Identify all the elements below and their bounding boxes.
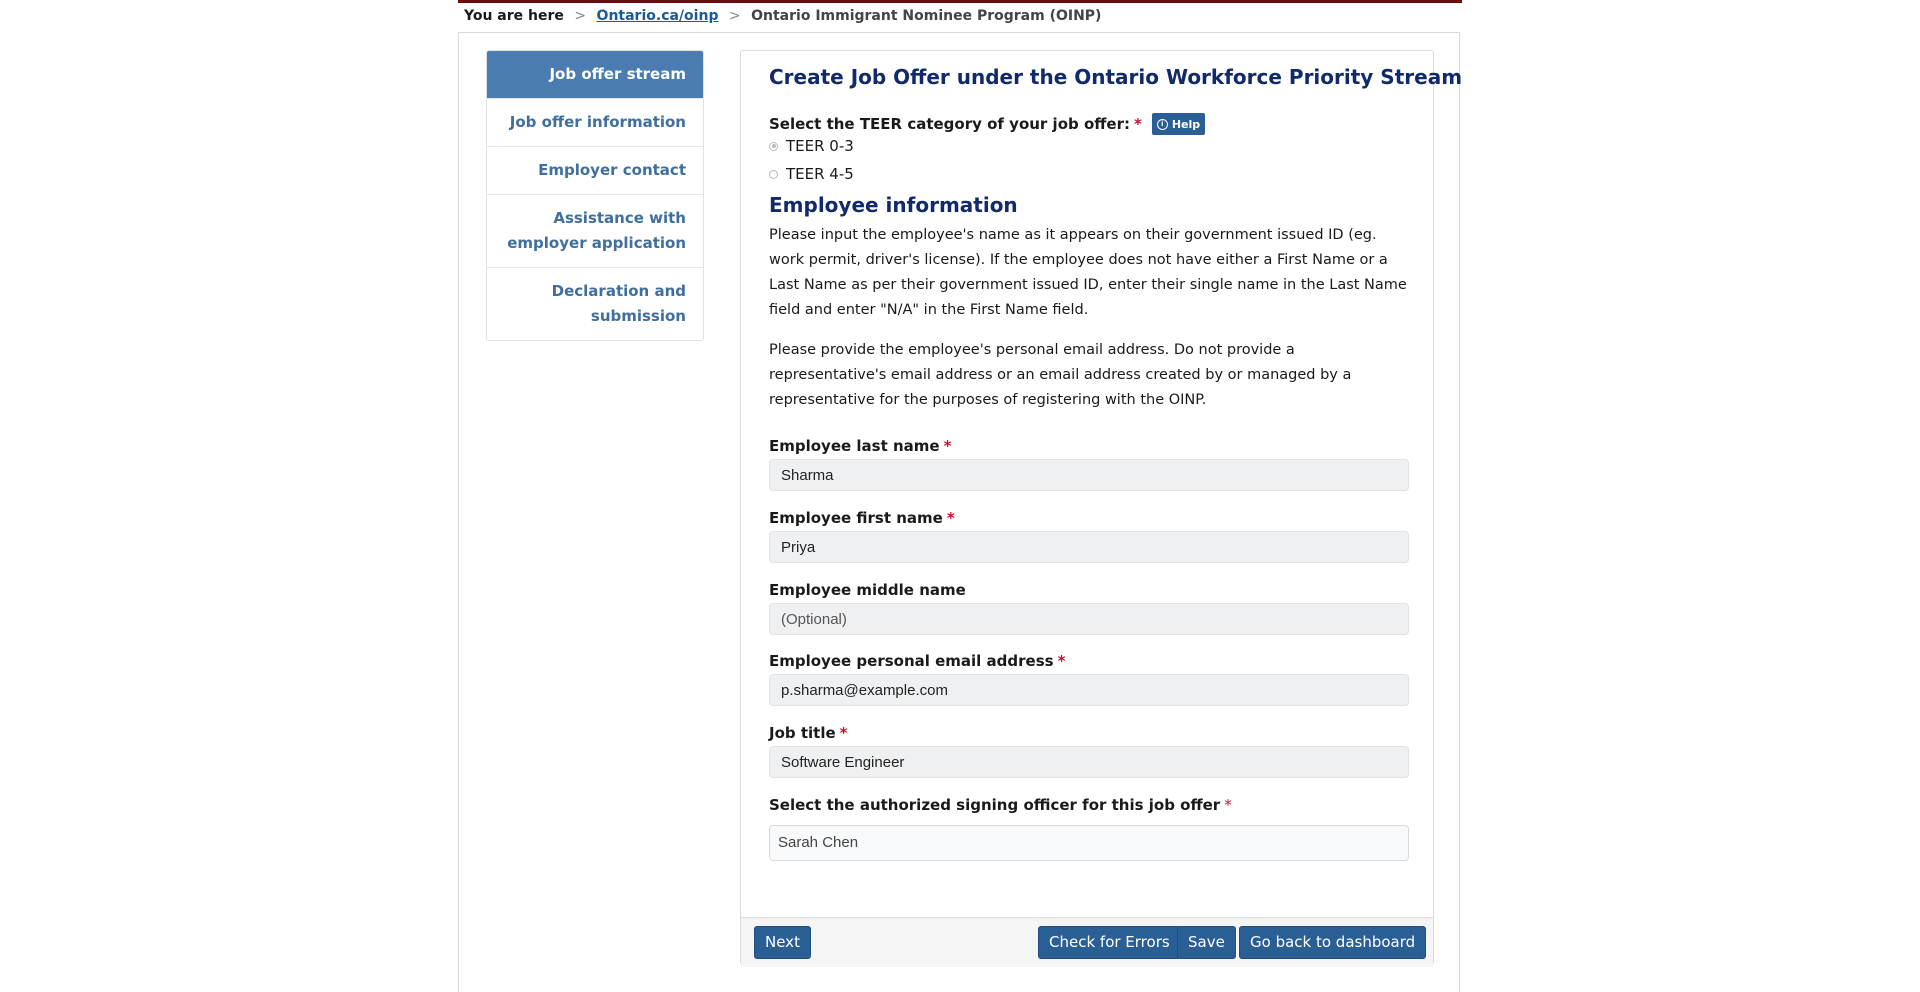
signing-officer-label bbox=[769, 796, 1232, 814]
radio-button[interactable] bbox=[769, 170, 778, 179]
teer-option-4-5[interactable] bbox=[769, 165, 854, 183]
teer-option-0-3[interactable] bbox=[769, 137, 854, 155]
sidebar-item-job-offer-information[interactable]: Job offer information bbox=[487, 98, 703, 146]
breadcrumb-separator: > bbox=[728, 8, 741, 24]
teer-option-label: TEER 0-3 bbox=[786, 137, 854, 155]
required-mark: * bbox=[946, 509, 955, 527]
breadcrumb-current: Ontario Immigrant Nominee Program (OINP) bbox=[751, 8, 1102, 24]
first-name-input[interactable] bbox=[769, 531, 1409, 563]
instruction-paragraph-email: Please provide the employee's personal email address. Do not provide a representative's email address or an email address created by or managed by a representative for the purposes of registering with the OINP. bbox=[769, 342, 1352, 408]
top-accent-bar bbox=[458, 0, 1462, 3]
teer-question bbox=[769, 113, 1205, 135]
help-button[interactable] bbox=[1152, 113, 1205, 135]
middle-name-label bbox=[769, 581, 966, 599]
dashboard-button[interactable]: Go back to dashboard bbox=[1239, 926, 1426, 959]
middle-name-label-text: Employee middle name bbox=[769, 581, 966, 599]
teer-question-label: Select the TEER category of your job offer: bbox=[769, 115, 1130, 133]
first-name-label-text: Employee first name bbox=[769, 509, 943, 527]
next-button[interactable]: Next bbox=[754, 926, 811, 959]
teer-option-label: TEER 4-5 bbox=[786, 165, 854, 183]
required-mark: * bbox=[839, 724, 848, 742]
sidebar-item-employer-contact[interactable]: Employer contact bbox=[487, 146, 703, 194]
instruction-paragraph-name: Please input the employee's name as it appears on their government issued ID (eg. work permit, driver's license). If the employee does not have either a First Name or a Last Name as per their government issued ID, enter their single name in the Last Name field and enter "N/A" in the First Name field. bbox=[769, 227, 1407, 318]
required-mark: * bbox=[943, 437, 952, 455]
check-errors-button[interactable]: Check for Errors bbox=[1038, 926, 1181, 959]
required-mark: * bbox=[1224, 796, 1232, 814]
last-name-input[interactable] bbox=[769, 459, 1409, 491]
sidebar-item-job-offer-stream[interactable]: Job offer stream bbox=[487, 51, 703, 98]
sidebar-item-assistance[interactable]: Assistance with employer application bbox=[487, 194, 703, 267]
email-label-text: Employee personal email address bbox=[769, 652, 1054, 670]
first-name-label bbox=[769, 509, 955, 527]
sidebar-item-declaration[interactable]: Declaration and submission bbox=[487, 267, 703, 340]
form-panel bbox=[740, 50, 1463, 965]
help-button-label: Help bbox=[1171, 117, 1201, 131]
section-title-employee-information: Employee information bbox=[769, 193, 1018, 217]
breadcrumb bbox=[464, 7, 1101, 25]
required-mark: * bbox=[1057, 652, 1066, 670]
last-name-label bbox=[769, 437, 951, 455]
job-title-label bbox=[769, 724, 848, 742]
form-footer bbox=[741, 917, 1433, 967]
signing-officer-select[interactable]: Sarah Chen bbox=[769, 825, 1409, 861]
email-label bbox=[769, 652, 1065, 670]
save-button[interactable]: Save bbox=[1177, 926, 1236, 959]
job-title-label-text: Job title bbox=[769, 724, 836, 742]
breadcrumb-prefix: You are here bbox=[464, 8, 564, 24]
info-icon: i bbox=[1157, 119, 1168, 130]
breadcrumb-link-oinp[interactable]: Ontario.ca/oinp bbox=[596, 8, 719, 24]
required-mark: * bbox=[1133, 115, 1142, 133]
job-title-input[interactable] bbox=[769, 746, 1409, 778]
signing-officer-label-text: Select the authorized signing officer for this job offer bbox=[769, 796, 1221, 814]
sidebar-nav bbox=[486, 50, 704, 341]
radio-button[interactable] bbox=[769, 142, 778, 151]
last-name-label-text: Employee last name bbox=[769, 437, 940, 455]
page-title: Create Job Offer under the Ontario Workforce Priority Stream bbox=[769, 65, 1463, 89]
breadcrumb-separator: > bbox=[574, 8, 587, 24]
email-field[interactable] bbox=[769, 674, 1409, 706]
middle-name-input[interactable] bbox=[769, 603, 1409, 635]
